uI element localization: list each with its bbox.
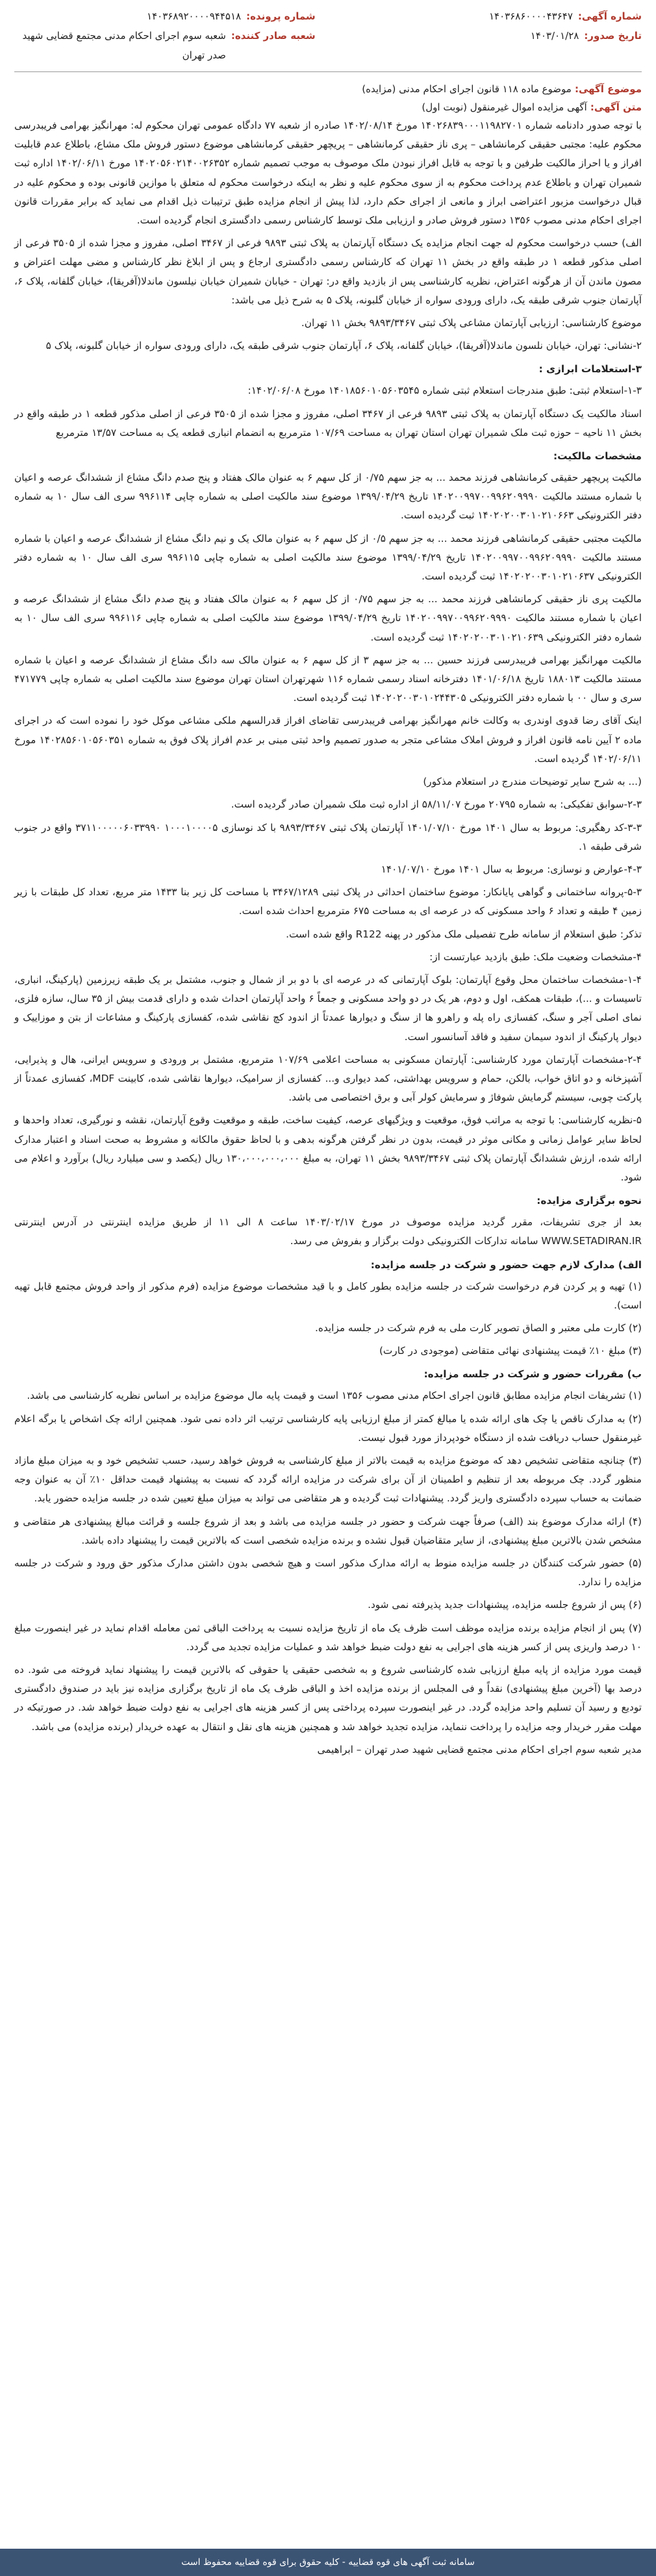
date-row bbox=[340, 26, 642, 45]
signature-line: مدیر شعبه سوم اجرای احکام مدنی مجتمع قضایی شهید صدر تهران – ابراهیمی bbox=[317, 1743, 642, 1755]
subject-line bbox=[14, 80, 642, 98]
paragraph: (۱) تهیه و پر کردن فرم درخواست شرکت در جلسه مزایده بطور کامل و با قید مشخصات موضوع مزایده (فرم مذکور از واحد فروش مجتمع قابل تهیه است). bbox=[14, 1280, 642, 1311]
text-title: آگهی مزایده اموال غیرمنقول (نوبت اول) bbox=[422, 101, 587, 113]
paragraph: مالکیت مهرانگیز بهرامی فریبدرسی فرزند حسین ... به جز سهم ۳ از کل سهم ۶ به عنوان مالک سه دانگ مشاع از ششدانگ عرصه و اعیان با شماره مستند مالکیت ۱۸۸۰۱۳ تاریخ ۱۴۰۱/۰۶/۱۸ دفترخانه اسناد رسمی شماره ۱۱۶ شهرتهران استان تهران موضوع سند مالکیت اصلی به شماره چاپی ۴۷۱۷۷۹ سری و سال ۰۰ با شماره دفتر الکترونیکی ۱۴۰۲۰۲۰۰۳۰۱۰۲۴۴۳۰۵ ثبت گردیده است. bbox=[14, 654, 642, 704]
paragraph: (۶) پس از شروع جلسه مزایده، پیشنهادات جدید پذیرفته نمی شود. bbox=[368, 1599, 642, 1611]
paragraph: (۳) چنانچه متقاضی تشخیص دهد که موضوع مزایده به قیمت بالاتر از مبلغ کارشناسی به فروش خواهد رسید، حسب تشخیص خود و به میزان مبلغ مازاد منظور گردد. چک مربوطه بعد از تنظیم و اطمینان از آن برای شرکت در مزایده ارائه گردد که نسبت به پیشنهاد قیمت حداقل ۱۰٪ آن به عنوان وجه ضمانت به حساب سپرده دادگستری واریز گردد. پیشنهادات ثبت گردیده و هر متقاضی می تواند به میزان مبلغ تعیین شده در جلسه مزایده حضور یابد. bbox=[14, 1454, 642, 1505]
subject-value: موضوع ماده ۱۱۸ قانون اجرای احکام مدنی (مزایده) bbox=[362, 83, 572, 95]
paragraph: (۵) حضور شرکت کنندگان در جلسه مزایده منوط به ارائه مدارک مذکور است و هیچ شخصی بدون داشتن مدارک مذکور حق ورود و شرکت در جلسه مزایده را ندارد. bbox=[14, 1557, 642, 1588]
paragraph: (۳) مبلغ ۱۰٪ قیمت پیشنهادی نهائی متقاضی (موجودی در کارت) bbox=[379, 1345, 642, 1357]
paragraph: (۲) به مدارک ناقص یا چک های ارائه شده یا مبالغ کمتر از مبلغ ارزیابی پایه کارشناسی ترتیب اثر داده نمی شود. همچنین ارائه چک اشخاص یا برگه اعلام غیرمنقول حساب دریافت شده از دستگاه خودپرداز مورد قبول نیست. bbox=[14, 1412, 642, 1444]
paragraph: بعد از جری تشریفات، مقرر گردید مزایده موصوف در مورخ ۱۴۰۳/۰۲/۱۷ ساعت ۸ الی ۱۱ از طریق مزایده اینترنتی در آدرس اینترنتی WWW.SETADIRAN.IR سامانه تدارکات الکترونیکی دولت برگزار و بفروش می رسد. bbox=[14, 1216, 642, 1247]
paragraph: ۲-۴-مشخصات آپارتمان مورد کارشناسی: آپارتمان مسکونی به مساحت اعلامی ۱۰۷/۶۹ مترمربع، مشتمل بر ورودی و سرویس ایرانی، هال و پذیرایی، آشپزخانه و دو اتاق خواب، بالکن، حمام و سرویس بهداشتی، کمد دیواری و... کفسازی از سرامیک، دیوارها نقاشی شده، کابینت MDF، کفسازی عمدتاً از پارکت چوبی، سیستم گرمایش شوفاژ و سرمایش کولر آبی و برق اختصاصی می باشد. bbox=[14, 1053, 642, 1104]
paragraph: ۳-۳-کد رهگیری: مربوط به سال ۱۴۰۱ مورخ ۱۴۰۱/۰۷/۱۰ آپارتمان پلاک ثبتی ۹۸۹۳/۳۴۶۷ با کد نوسازی ۱۰۰۰۱۰۰۰۰۵ ۳۷۱۱۰۰۰۰۰۶۰۳۳۹۹۰ واقع در جنوب شرقی طبقه ۱. bbox=[14, 821, 642, 852]
paragraph: مالکیت مجتبی حقیقی کرمانشاهی فرزند محمد ... به جز سهم ۰/۵ از کل سهم ۶ به عنوان مالک یک و نیم دانگ مشاع از ششدانگ عرصه و اعیان با شماره مستند مالکیت ۱۴۰۲۰۰۹۹۷۰۰۹۹۶۲۰۹۹۹۰ تاریخ ۱۳۹۹/۰۴/۲۹ موضوع سند مالکیت اصلی به شماره چاپی ۹۹۶۱۱۵ سری الف سال ۱۰ به شماره دفتر الکترونیکی ۱۴۰۲۰۲۰۰۳۰۱۰۲۱۰۶۳۷ ثبت گردیده است. bbox=[14, 532, 642, 583]
subject-label: موضوع آگهی: bbox=[574, 83, 642, 95]
date-label: تاریخ صدور: bbox=[584, 30, 642, 42]
paragraph: ۴-۳-عوارض و نوسازی: مربوط به سال ۱۴۰۱ مورخ ۱۴۰۱/۰۷/۱۰ bbox=[381, 863, 642, 875]
paragraph: ۵-۳-پروانه ساختمانی و گواهی پایانکار: موضوع ساختمان احداثی در پلاک ثبتی ۳۴۶۷/۱۲۸۹ با مساحت کل زیر بنا ۱۴۳۳ متر مربع، تعداد کل طبقات با زیر زمین ۴ طبقه و تعداد ۶ واحد مسکونی که در عرصه ای به مساحت ۶۷۵ مترمربع احداث شده است. bbox=[14, 886, 642, 917]
paragraph: اسناد مالکیت یک دستگاه آپارتمان به پلاک ثبتی ۹۸۹۳ فرعی از ۳۴۶۷ اصلی، مفروز و مجزا شده از ۳۵۰۵ فرعی از اصلی مذکور قطعه ۱ در طبقه واقع در بخش ۱۱ ناحیه – حوزه ثبت ملک شمیران تهران استان تهران به مساحت ۱۰۷/۶۹ مترمربع به انضمام انباری قطعه یک به مساحت ۱۳/۵۷ مترمربع bbox=[14, 407, 642, 439]
subheading-documents: الف) مدارک لازم جهت حضور و شرکت در جلسه مزایده: bbox=[370, 1258, 642, 1271]
paragraph: اینک آقای رضا قدوی اوندری به وکالت خانم مهرانگیز بهرامی فریبدرسی تقاضای افراز قدرالسهم ملکی مشاعی موکل خود را نموده است که در اجرای ماده ۲ آیین نامه قانون افراز و فروش املاک مشاعی متجر به صدور تصمیم واحد ثبتی مبنی بر عدم افراز پلاک فوق به شماره ۱۴۰۲۸۵۶۰۱۰۵۶۰۳۵۱ مورخ ۱۴۰۲/۰۶/۱۱ گردیده است. bbox=[14, 715, 642, 765]
case-number-row bbox=[14, 6, 316, 26]
paragraph: مالکیت پریچهر حقیقی کرمانشاهی فرزند محمد ... به جز سهم ۰/۷۵ از کل سهم ۶ به عنوان مالک هفتاد و پنج صدم دانگ مشاع از ششدانگ عرصه و اعیان با شماره مستند مالکیت ۱۴۰۲۰۰۹۹۷۰۰۹۹۶۲۰۹۹۹۰ تاریخ ۱۳۹۹/۰۴/۲۹ موضوع سند مالکیت اصلی به شماره چاپی ۹۹۶۱۱۴ سری الف سال ۱۰ به شماره دفتر الکترونیکی ۱۴۰۲۰۲۰۰۳۰۱۰۲۱۰۶۶۳ ثبت گردیده است. bbox=[14, 472, 642, 522]
ad-number-value: ۱۴۰۳۶۸۶۰۰۰۰۴۳۶۴۷ bbox=[489, 10, 573, 22]
paragraph: ۲-۳-سوابق تفکیکی: به شماره ۲۰۷۹۵ مورخ ۵۸/۱۱/۰۷ از اداره ثبت ملک شمیران صادر گردیده است. bbox=[231, 798, 642, 811]
ad-header bbox=[14, 6, 642, 65]
paragraph: مالکیت پری ناز حقیقی کرمانشاهی فرزند محمد ... به جز سهم ۰/۷۵ از کل سهم ۶ به عنوان مالک هفتاد و پنج صدم دانگ مشاع از ششدانگ عرصه و اعیان با شماره مستند مالکیت ۱۴۰۲۰۰۹۹۷۰۰۹۹۶۲۰۹۹۹۰ تاریخ ۱۳۹۹/۰۴/۲۹ موضوع سند مالکیت اصلی به شماره چاپی ۹۹۶۱۱۶ سری الف سال ۱۰ به شماره دفتر الکترونیکی ۱۴۰۲۰۲۰۰۳۰۱۰۲۱۰۶۳۹ ثبت گردیده است. bbox=[14, 593, 642, 643]
text-label: متن آگهی: bbox=[590, 101, 642, 113]
paragraph: (۲) کارت ملی معتبر و الصاق تصویر کارت ملی به فرم شرکت در جلسه مزایده. bbox=[314, 1321, 642, 1334]
paragraph: ۱-۳-استعلام ثبتی: طبق مندرجات استعلام ثبتی شماره ۱۴۰۱۸۵۶۰۱۰۵۶۰۳۵۴۵ مورخ ۱۴۰۲/۰۶/۰۸: bbox=[247, 385, 642, 397]
paragraph: ۲-نشانی: تهران، خیابان نلسون ماندلا(آفریقا)، خیابان گلفانه، پلاک ۶، آپارتمان جنوب شرقی طبقه یک، دارای ورودی سواره از خیابان گلبونه، پلاک ۵ bbox=[45, 340, 642, 352]
case-number-label: شماره پرونده: bbox=[246, 10, 316, 22]
paragraph: (۴) ارائه مدارک موضوع بند (الف) صرفاً جهت شرکت و حضور در جلسه مزایده می باشد و بعد از شروع جلسه و قرائت مبالغ پیشنهادی هر متقاضی و مشخص شدن بالاترین مبلغ پیشنهادی، از سایر متقاضیان قبول نشده و برنده مزایده شخصی است که بالاترین قیمت را پیشنهاد داده باشد. bbox=[14, 1515, 642, 1546]
issuer-row bbox=[14, 26, 316, 65]
issuer-label: شعبه صادر کننده: bbox=[231, 30, 316, 42]
text-title-line bbox=[14, 98, 642, 116]
ad-body bbox=[14, 116, 642, 1759]
subheading-ownership: مشخصات مالکیت: bbox=[553, 450, 642, 463]
divider bbox=[14, 71, 642, 72]
paragraph: موضوع کارشناسی: ارزیابی آپارتمان مشاعی پلاک ثبتی ۹۸۹۳/۳۴۶۷ بخش ۱۱ تهران. bbox=[301, 317, 642, 329]
issuer-value: شعبه سوم اجرای احکام مدنی مجتمع قضایی شهید صدر تهران bbox=[22, 30, 226, 61]
date-value: ۱۴۰۳/۰۱/۲۸ bbox=[530, 30, 579, 42]
paragraph: ۴-مشخصات وضعیت ملک: طبق بازدید عبارتست از: bbox=[429, 950, 642, 963]
paragraph: تذکر: طبق استعلام از سامانه طرح تفصیلی ملک مذکور در پهنه R122 واقع شده است. bbox=[286, 928, 642, 940]
paragraph: (۷) پس از انجام مزایده برنده مزایده موظف است ظرف یک ماه از تاریخ مزایده نسبت به پرداخت الباقی ثمن معامله اقدام نماید در غیر اینصورت مبلغ ۱۰ درصد واریزی پس از کسر هزینه های اجرایی به نفع دولت ضبط خواهد شد و عملیات مزایده تجدید می گردد. bbox=[14, 1622, 642, 1653]
paragraph: ۵-نظریه کارشناسی: با توجه به مراتب فوق، موقعیت و ویژگیهای عرصه، کیفیت ساخت، طبقه و موقعیت وقوع آپارتمان، نقشه و نورگیری، تعداد واحدها و لحاظ سایر عوامل زمانی و مکانی موثر در قیمت، بدون در نظر گرفتن هرگونه بدهی و با لحاظ حقوق مالکانه و مشروط به صحت اسناد و اعتبار مدارک ارائه شده، ارزش ششدانگ آپارتمان پلاک ثبتی ۹۸۹۳/۳۴۶۷ بخش ۱۱ تهران، به مبلغ ۱۳۰،۰۰۰،۰۰۰،۰۰۰ ریال (یکصد و سی میلیارد ریال) برآورد و اعلام می شود. bbox=[14, 1114, 642, 1183]
paragraph: قیمت مورد مزایده از پایه مبلغ ارزیابی شده کارشناسی شروع و به شخصی حقیقی یا حقوقی که بالاترین قیمت را پیشنهاد نماید فروخته می شود. ده درصد بها (آخرین مبلغ پیشنهادی) نقداً و فی المجلس از برنده مزایده اخذ و الباقی ظرف یک ماه از تاریخ برگزاری مزایده نیز باید در صندوق دادگستری تودیع و رسید آن تسلیم واحد مزایده گردد. در غیر اینصورت سپرده پرداختی پس از کسر هزینه های اجرایی به نفع دولت ضبط خواهد شد. در صورتیکه در مهلت مقرر خریدار وجه مزایده را پرداخت ننماید، مزایده تجدید خواهد شد و همچنین هزینه های نقل و انتقال به عهده خریدار (برنده مزایده) می باشد. bbox=[14, 1664, 642, 1733]
paragraph: با توجه صدور دادنامه شماره ۱۴۰۲۶۸۳۹۰۰۰۱۱۹۸۲۷۰۱ مورخ ۱۴۰۲/۰۸/۱۴ صادره از شعبه ۷۷ دادگاه عمومی تهران محکوم له: مهرانگیز بهرامی فریبدرسی محکوم علیه: مجتبی حقیقی کرمانشاهی – پری ناز حقیقی کرمانشاهی – پریچهر حقیقی کرمانشاهی موضوع دستور فروش ملک مشاع، باطلاع عدم قابلیت افراز و یا احراز مالکیت طرفین و با توجه به قابل افراز نبودن ملک موصوف به موجب تصمیم شماره ۱۴۰۲۰۵۶۰۲۱۴۰۰۲۶۳۵۲ مورخ ۱۴۰۲/۰۶/۱۱ اداره ثبت شمیران تهران و باطلاع عدم پرداخت محکوم به از سوی محکوم علیه و نظر به اینکه درخواست محکوم له متعلق با موازین قانونی بوده و محکوم علیه در قبال درخواست مزبور اعتراضی ابراز و مانعی از اجرای حکم دارد، لذا پیش از انجام مزایده طبق ترتیبات ذیل اقدام می نماید که برابر مقررات قانون اجرای احکام مدنی مصوب ۱۳۵۶ دستور فروش صادر و ارزیابی ملک توسط کارشناس رسمی دادگستری انجام گردیده است. bbox=[14, 120, 642, 227]
paragraph: (۱) تشریفات انجام مزایده مطابق قانون اجرای احکام مدنی مصوب ۱۳۵۶ است و قیمت پایه مال موضوع مزایده بر اساس نظریه کارشناسی می باشد. bbox=[27, 1390, 642, 1402]
case-number-value: ۱۴۰۳۶۸۹۲۰۰۰۰۹۴۴۵۱۸ bbox=[147, 10, 242, 22]
ad-number-label: شماره آگهی: bbox=[577, 10, 642, 22]
subheading-auction: نحوه برگزاری مزایده: bbox=[536, 1195, 642, 1207]
paragraph: الف) حسب درخواست محکوم له جهت انجام مزایده یک دستگاه آپارتمان به پلاک ثبتی ۹۸۹۳ فرعی از ۳۴۶۷ اصلی، مفروز و مجزا شده از ۳۵۰۵ فرعی از اصلی مذکور قطعه ۱ در طبقه واقع در بخش ۱۱ تهران که کارشناس رسمی دادگستری ارجاع و پس از ابلاغ نظر کارشناس و مضی مهلت اعتراض و مصون ماندن آن از هرگونه اعتراض، نظریه کارشناسی پس از بازدید واقع در: تهران - خیابان شمیران خیابان نیلسون ماندلا(آفریقا)، خیابان گلفانه، پلاک ۶، آپارتمان جنوب شرقی طبقه یک، دارای ورودی سواره از خیابان گلبونه، پلاک ۵ به شرح ذیل می باشد: bbox=[14, 237, 642, 306]
subheading-rules: ب) مقررات حضور و شرکت در جلسه مزایده: bbox=[423, 1368, 642, 1381]
ad-number-row bbox=[340, 6, 642, 26]
subheading-estelam: ۳-استعلامات ابرازی : bbox=[538, 363, 642, 376]
paragraph: ۱-۴-مشخصات ساختمان محل وقوع آپارتمان: بلوک آپارتمانی که در عرصه ای با دو بر از شمال و جنوب، مشتمل بر یک طبقه زیرزمین (پارکینگ، انباری، تاسیسات و ...)، طبقات همکف، اول و دوم، هر یک در دو واحد مسکونی و جمعاً ۶ واحد آپارتمان احداث شده و دارای قدمت بیش از ۳۵ سال، سازه فلزی، نمای اصلی آجر و سنگ، کفسازی راه پله و راهرو ها از سنگ و دیوارها عمدتاً از اندود کچ نقاشی شده، کفسازی پارکینگ و مشاعات از بتن و موزاییک و دیوار پارکینگ از اندود سیمان سفید و فاقد آسانسور است. bbox=[14, 973, 642, 1043]
footer-bar: سامانه ثبت آگهی های قوه قضاییه - کلیه حقوق برای قوه قضاییه محفوظ است bbox=[0, 2549, 656, 2576]
paragraph: (... به شرح سایر توضیحات مندرج در استعلام مذکور) bbox=[423, 776, 642, 788]
